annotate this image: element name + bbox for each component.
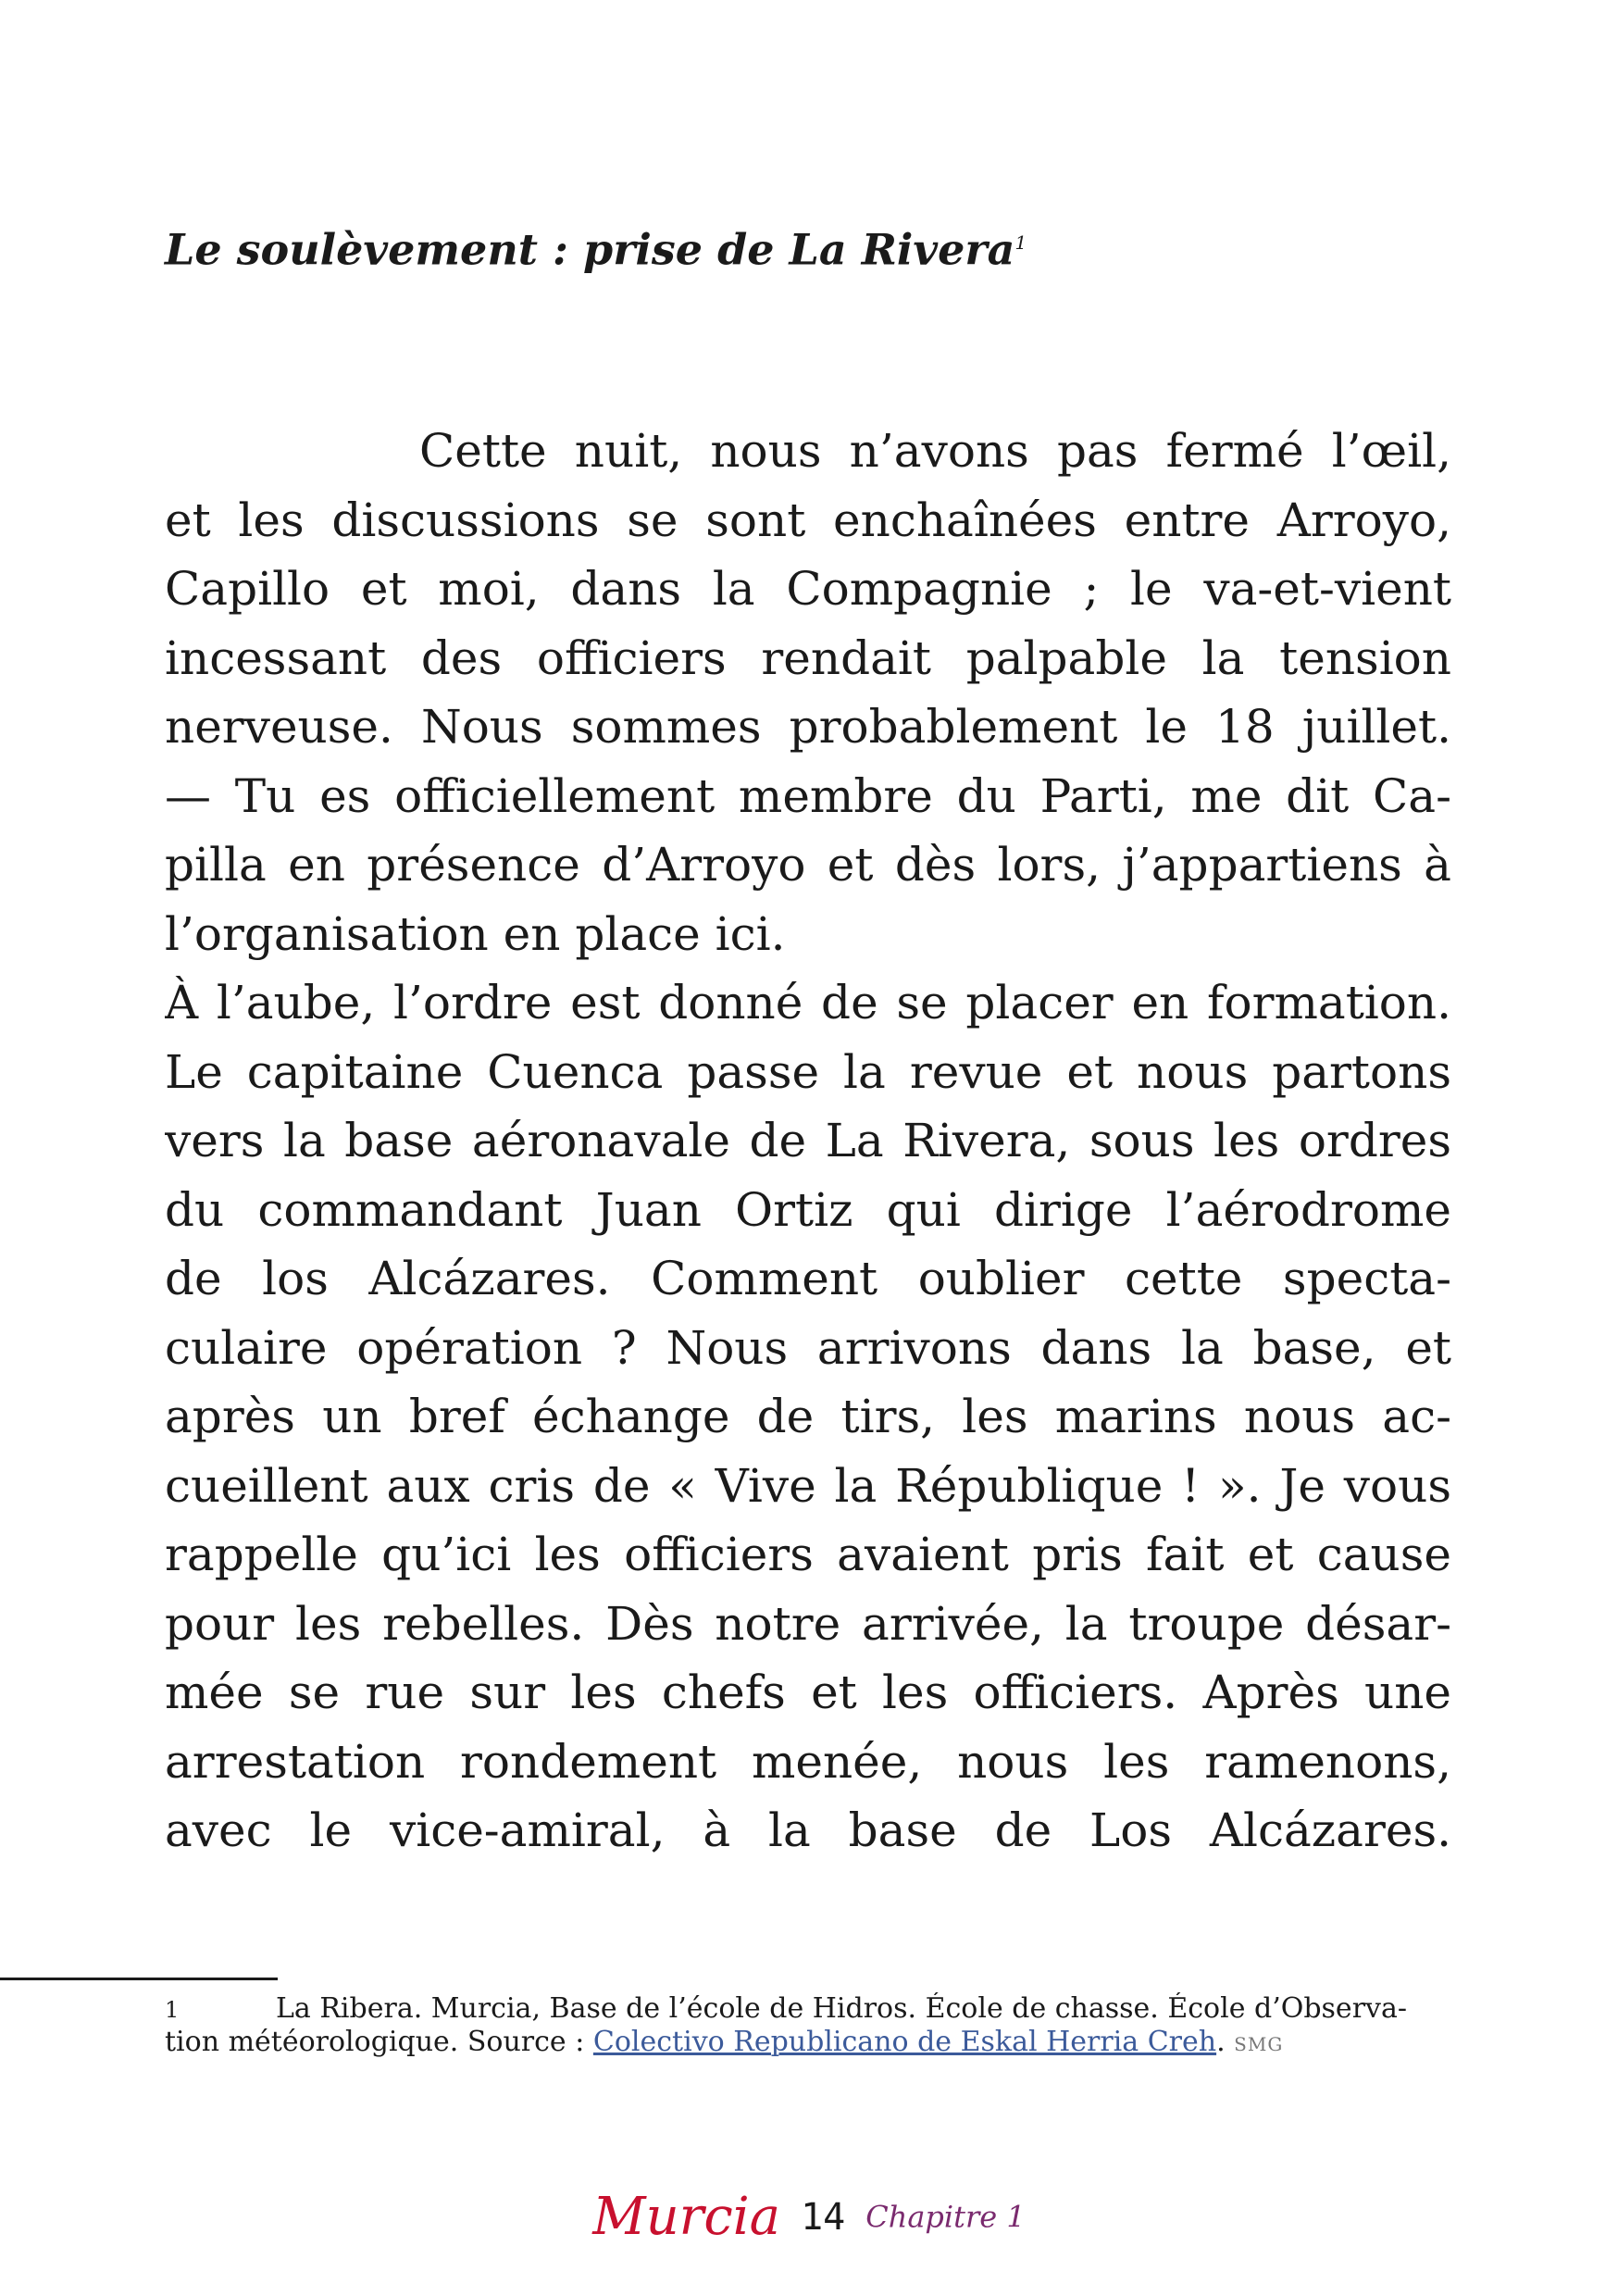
running-footer — [0, 2187, 1618, 2247]
body-line: Cette nuit, nous n’avons pas fermé l’œil, — [419, 424, 1451, 478]
chapter-label: Chapitre 1 — [865, 2199, 1026, 2235]
body-line: avec le vice-amiral, à la base de Los Alcázares. — [165, 1803, 1451, 1857]
body-line: culaire opération ? Nous arrivons dans la base, et — [165, 1320, 1451, 1375]
footnote-text-suffix: . — [1216, 2026, 1226, 2058]
body-line: après un bref échange de tirs, les marins nous ac- — [165, 1390, 1451, 1443]
page-title-text: Le soulèvement : prise de La Rivera — [165, 224, 1015, 275]
footnote-ref[interactable]: 1 — [1014, 231, 1027, 254]
footnote — [165, 1992, 1451, 2059]
body-line: l’organisation en place ici. — [165, 906, 786, 961]
body-line: pilla en présence d’Arroyo et dès lors, j’appartiens à — [165, 838, 1451, 892]
footnote-source-link[interactable]: Colectivo Republicano de Eskal Herria Creh — [592, 2026, 1217, 2058]
footnote-credit: SMG — [1234, 2033, 1284, 2055]
body-line: pour les rebelles. Dès notre arrivée, la troupe désar- — [165, 1596, 1451, 1651]
footnote-line-2 — [165, 2026, 1451, 2059]
page-title — [165, 215, 1027, 277]
footnote-divider — [0, 1978, 278, 1980]
footnote-text: La Ribera. Murcia, Base de l’école de Hidros. École de chasse. École d’Observa- — [276, 1992, 1408, 2025]
page-number: 14 — [801, 2195, 846, 2239]
body-line: et les discussions se sont enchaînées entre Arroyo, — [165, 493, 1451, 547]
body-line: incessant des officiers rendait palpable la tension — [165, 630, 1451, 685]
body-line: de los Alcázares. Comment oublier cette specta- — [165, 1252, 1451, 1305]
footnote-text-prefix: tion météorologique. Source : — [165, 2026, 593, 2058]
body-text — [165, 417, 1451, 1866]
body-line: Le capitaine Cuenca passe la revue et nous partons — [165, 1044, 1451, 1099]
body-line: rappelle qu’ici les officiers avaient pris fait et cause — [165, 1528, 1451, 1581]
body-line: arrestation rondement menée, nous les ramenons, — [165, 1734, 1451, 1789]
body-line: — Tu es officiellement membre du Parti, me dit Ca- — [165, 768, 1451, 823]
body-line: Capillo et moi, dans la Compagnie ; le va-et-vient — [165, 562, 1451, 616]
footnote-line-1 — [165, 1992, 1451, 2026]
body-line: cueillent aux cris de « Vive la République ! ». Je vous — [165, 1458, 1451, 1513]
body-line: À l’aube, l’ordre est donné de se placer en formation. — [165, 976, 1451, 1029]
footer-brand: Murcia — [592, 2187, 781, 2247]
body-line: nerveuse. Nous sommes probablement le 18 juillet. — [165, 700, 1451, 754]
body-line: vers la base aéronavale de La Rivera, sous les ordres — [165, 1114, 1451, 1167]
body-line: mée se rue sur les chefs et les officiers. Après une — [165, 1666, 1451, 1719]
footnote-number: 1 — [165, 1997, 180, 2023]
body-line: du commandant Juan Ortiz qui dirige l’aérodrome — [165, 1182, 1451, 1237]
